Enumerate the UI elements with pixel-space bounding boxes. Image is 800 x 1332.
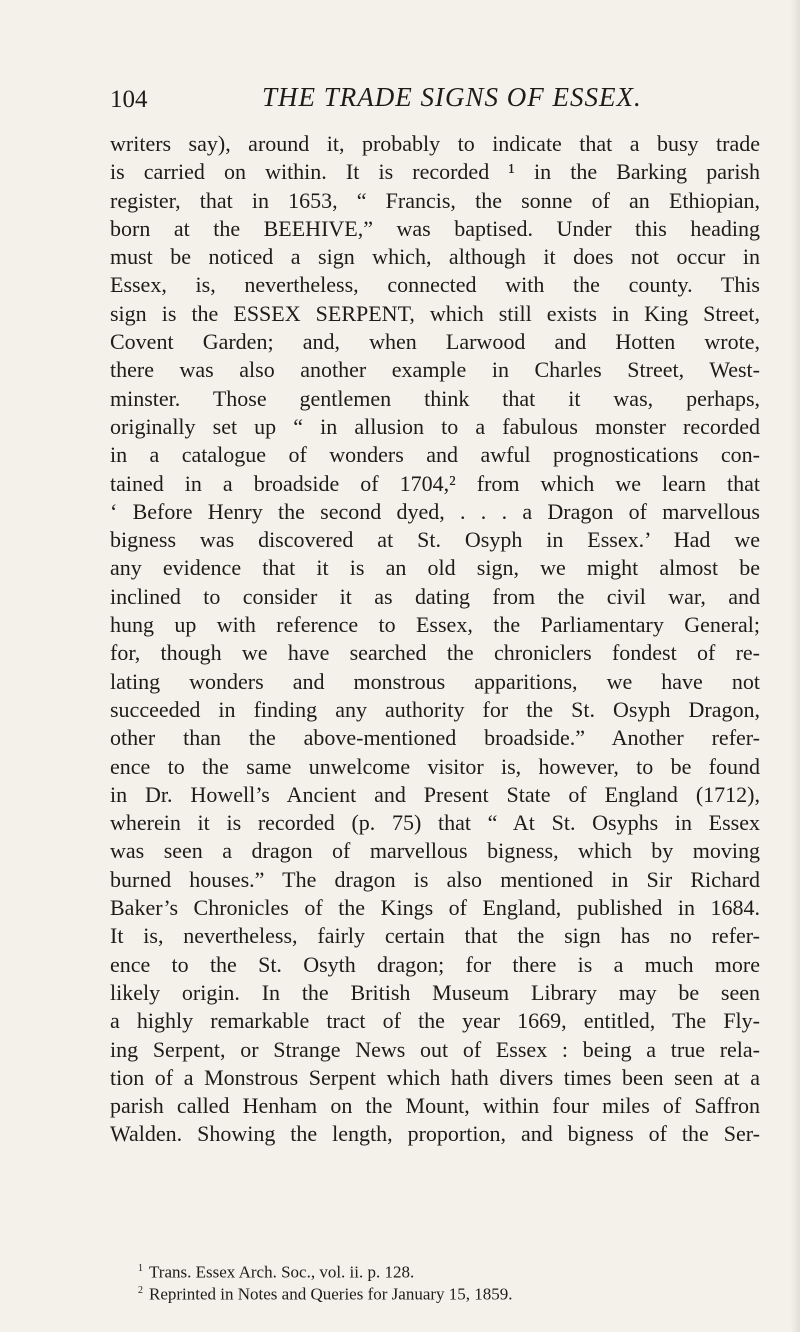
footnote-text: Trans. Essex Arch. Soc., vol. ii. p. 128. — [149, 1262, 415, 1282]
text-line: lating wonders and monstrous apparitions, we have not — [110, 668, 760, 694]
footnote-text: Reprinted in Notes and Queries for January 15, 1859. — [149, 1284, 513, 1304]
text-line: tion of a Monstrous Serpent which hath divers times been seen at a — [110, 1064, 760, 1090]
page-number: 104 — [110, 86, 148, 113]
text-line: is carried on within. It is recorded ¹ in the Barking parish — [110, 159, 760, 185]
text-line: in a catalogue of wonders and awful prognostications con- — [110, 442, 760, 468]
text-line: inclined to consider it as dating from the civil war, and — [110, 583, 760, 609]
text-line: was seen a dragon of marvellous bigness, which by moving — [110, 838, 760, 864]
body-text — [110, 130, 760, 1149]
page-header — [110, 82, 730, 118]
text-line: ‘ Before Henry the second dyed, . . . a Dragon of marvellous — [110, 498, 760, 524]
text-line: burned houses.” The dragon is also mentioned in Sir Richard — [110, 866, 760, 892]
text-line: likely origin. In the British Museum Library may be seen — [110, 979, 760, 1005]
text-line: for, though we have searched the chroniclers fondest of re- — [110, 640, 760, 666]
text-line: Essex, is, nevertheless, connected with the county. This — [110, 272, 760, 298]
page-edge-shadow — [790, 0, 800, 1332]
text-line: Covent Garden; and, when Larwood and Hotten wrote, — [110, 329, 760, 355]
text-line: parish called Henham on the Mount, within four miles of Saffron — [110, 1093, 760, 1119]
text-line: must be noticed a sign which, although it does not occur in — [110, 244, 760, 270]
text-line: register, that in 1653, “ Francis, the sonne of an Ethiopian, — [110, 187, 760, 213]
text-line: Walden. Showing the length, proportion, and bigness of the Ser- — [110, 1121, 760, 1147]
running-title: THE TRADE SIGNS OF ESSEX. — [262, 82, 642, 112]
text-line: bigness was discovered at St. Osyph in Essex.’ Had we — [110, 527, 760, 553]
text-line: originally set up “ in allusion to a fabulous monster recorded — [110, 413, 760, 439]
text-line: ence to the same unwelcome visitor is, however, to be found — [110, 753, 760, 779]
text-line: ence to the St. Osyth dragon; for there is a much more — [110, 951, 760, 977]
text-line: in Dr. Howell’s Ancient and Present State of England (1712), — [110, 781, 760, 807]
text-line: minster. Those gentlemen think that it was, perhaps, — [110, 385, 760, 411]
text-line: wherein it is recorded (p. 75) that “ At St. Osyphs in Essex — [110, 810, 760, 836]
footnote-mark: 2 — [138, 1285, 143, 1296]
text-line: ing Serpent, or Strange News out of Essex : being a true rela- — [110, 1036, 760, 1062]
text-line: there was also another example in Charles Street, West- — [110, 357, 760, 383]
footnote — [110, 1280, 760, 1302]
text-line: succeeded in finding any authority for the St. Osyph Dragon, — [110, 696, 760, 722]
text-line: Baker’s Chronicles of the Kings of England, published in 1684. — [110, 895, 760, 921]
text-line: It is, nevertheless, fairly certain that the sign has no refer- — [110, 923, 760, 949]
footnote-mark: 1 — [138, 1263, 143, 1274]
text-line: writers say), around it, probably to indicate that a busy trade — [110, 131, 760, 156]
text-line: a highly remarkable tract of the year 1669, entitled, The Fly- — [110, 1008, 760, 1034]
footnote — [110, 1258, 760, 1280]
text-line: born at the BEEHIVE,” was baptised. Under this heading — [110, 215, 760, 241]
text-line: any evidence that it is an old sign, we might almost be — [110, 555, 760, 581]
text-line: hung up with reference to Essex, the Parliamentary General; — [110, 612, 760, 638]
text-line: sign is the ESSEX SERPENT, which still exists in King Street, — [110, 300, 760, 326]
text-line: other than the above-mentioned broadside.” Another refer- — [110, 725, 760, 751]
text-line: tained in a broadside of 1704,² from which we learn that — [110, 470, 760, 496]
footnotes — [110, 1258, 760, 1302]
